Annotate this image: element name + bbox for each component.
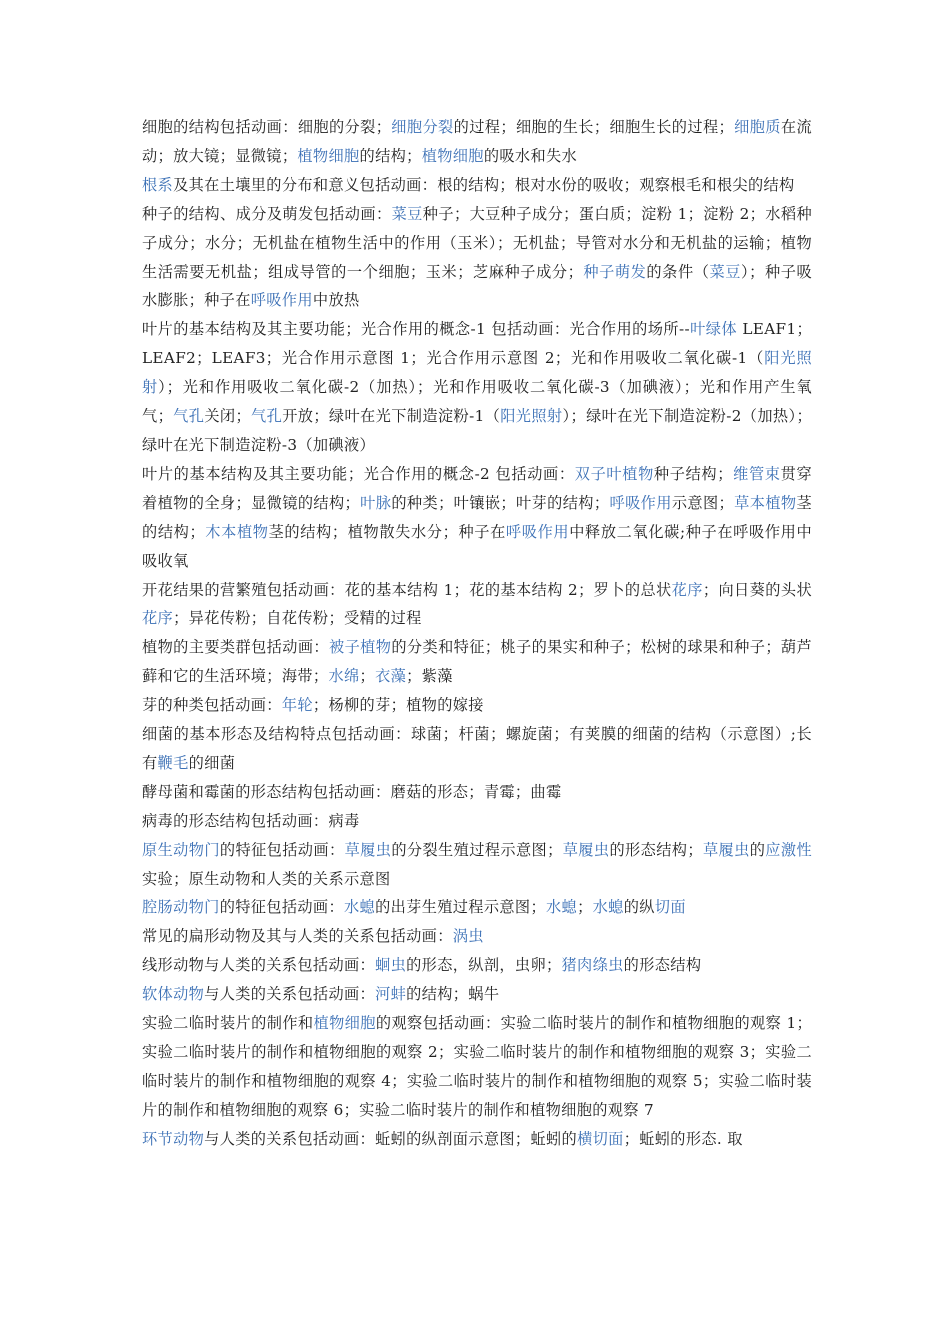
paragraph-text: 常见的扁形动物及其与人类的关系包括动画： [142,927,453,946]
paragraph-text: 及其在土壤里的分布和意义包括动画：根的结构；根对水份的吸收；观察根毛和根尖的结构 [173,175,795,194]
keyword-link[interactable]: 呼吸作用 [505,522,570,541]
paragraph-text: 的特征包括动画： [219,840,345,859]
keyword-link[interactable]: 应激性 [765,840,812,859]
paragraph-text: ）；光和作用吸收二氧化碳-2（加热）；光和作用吸收二氧化碳-3（加碘液）；光和作用产生氧气； [142,378,812,426]
paragraph-text: 的结构； [359,146,422,165]
paragraph-text: 的纵 [623,898,655,917]
paragraph [142,951,812,980]
paragraph-text: 开放；绿叶在光下制造淀粉-1（ [282,407,501,426]
paragraph [142,691,812,720]
paragraph [142,1125,812,1154]
keyword-link[interactable]: 横切面 [577,1129,624,1148]
keyword-link[interactable]: 水螅 [592,898,624,917]
keyword-link[interactable]: 菜豆 [391,204,423,223]
paragraph [142,836,812,894]
keyword-link[interactable]: 花序 [142,609,174,628]
paragraph [142,980,812,1009]
paragraph [142,113,812,171]
paragraph-text: 的分裂生殖过程示意图； [391,840,563,859]
keyword-link[interactable]: 根系 [142,175,174,194]
keyword-link[interactable]: 植物细胞 [297,146,360,165]
keyword-link[interactable]: 草履虫 [344,840,392,859]
keyword-link[interactable]: 猪肉绦虫 [561,956,624,975]
paragraph-text: 的吸水和失水 [483,146,578,165]
paragraph-text: ；向日葵的头状 [702,580,812,599]
paragraph-text: 叶片的基本结构及其主要功能；光合作用的概念-2 包括动画： [142,464,575,483]
keyword-link[interactable]: 草履虫 [702,840,750,859]
paragraph-text: ；异花传粉；自花传粉；受精的过程 [173,609,422,628]
paragraph-text: 酵母菌和霉菌的形态结构包括动画：磨菇的形态；青霉；曲霉 [142,782,562,801]
paragraph-text: ；紫藻 [406,667,453,686]
paragraph-text: ； [577,898,593,917]
paragraph-text: 的特征包括动画： [219,898,344,917]
paragraph [142,1009,812,1125]
keyword-link[interactable]: 植物细胞 [421,146,484,165]
keyword-link[interactable]: 木本植物 [205,522,269,541]
paragraph-text: 线形动物与人类的关系包括动画： [142,956,376,975]
paragraph-text: 的条件（ [646,262,710,281]
keyword-link[interactable]: 叶绿体 [690,320,738,339]
paragraph [142,633,812,691]
keyword-link[interactable]: 细胞质 [734,118,781,136]
paragraph-text: 示意图； [671,493,735,512]
paragraph-text: 的形态结构 [623,956,702,975]
keyword-link[interactable]: 阳光照射 [142,349,812,397]
keyword-link[interactable]: 水螅 [344,898,376,917]
paragraph-text: 的过程；细胞的生长；细胞生长的过程； [453,118,735,136]
keyword-link[interactable]: 种子萌发 [583,262,647,281]
keyword-link[interactable]: 年轮 [281,696,313,715]
paragraph [142,778,812,807]
keyword-link[interactable]: 腔肠动物门 [142,898,220,917]
keyword-link[interactable]: 菜豆 [709,262,742,281]
paragraph [142,171,812,200]
document-body [142,113,812,1154]
paragraph-text: 病毒的形态结构包括动画：病毒 [142,811,360,830]
paragraph [142,893,812,922]
paragraph-text: 开花结果的营繁殖包括动画：花的基本结构 1；花的基本结构 2；罗卜的总状 [142,580,672,599]
paragraph-text: 茎的结构； [142,493,813,541]
paragraph-text: 中放热 [312,291,360,310]
keyword-link[interactable]: 环节动物 [142,1129,205,1148]
keyword-link[interactable]: 植物细胞 [313,1014,376,1033]
keyword-link[interactable]: 鞭毛 [157,753,189,772]
keyword-link[interactable]: 阳光照射 [500,407,563,426]
paragraph-text: 实验；原生动物和人类的关系示意图 [142,869,391,888]
paragraph-text: 细菌的基本形态及结构特点包括动画：球菌；杆菌；螺旋菌；有荚膜的细菌的结构（示意图）;长有 [142,725,812,772]
keyword-link[interactable]: 草履虫 [562,840,610,859]
paragraph-text: LEAF1；LEAF2；LEAF3；光合作用示意图 1；光合作用示意图 2；光和作用吸收二氧化碳-1（ [142,320,812,368]
paragraph-text: 细胞的结构包括动画：细胞的分裂； [142,118,392,136]
paragraph-text: 芽的种类包括动画： [142,696,282,715]
paragraph [142,720,812,778]
paragraph-text: 与人类的关系包括动画： [204,985,376,1004]
keyword-link[interactable]: 蛔虫 [375,956,407,975]
keyword-link[interactable]: 被子植物 [329,638,392,657]
paragraph-text: 的形态结构； [609,840,703,859]
paragraph-text: ；蚯蚓的形态. 取 [623,1129,743,1148]
paragraph [142,460,812,576]
paragraph-text: 的形态，纵剖，虫卵； [406,956,562,975]
keyword-link[interactable]: 花序 [671,580,703,599]
paragraph-text: 种子的结构、成分及萌发包括动画： [142,204,392,223]
paragraph-text: 的细菌 [188,753,236,772]
paragraph [142,200,812,316]
paragraph-text: 关闭； [204,407,251,426]
paragraph-text: ）；种子吸水膨胀；种子在 [142,262,813,310]
paragraph-text: 在流动；放大镜；显微镜； [142,118,812,165]
keyword-link[interactable]: 气孔 [251,407,283,426]
keyword-link[interactable]: 衣藻 [375,667,407,686]
keyword-link[interactable]: 叶脉 [360,493,392,512]
paragraph-text: 的观察包括动画：实验二临时装片的制作和植物细胞的观察 1；实验二临时装片的制作和植物细胞的观察 2；实验二临时装片的制作和植物细胞的观察 3；实验二临时装片的制作和植物细胞的观察 4；实验二临时装片的制作和植物细胞的观察 5；实验二临时装片的制作和植物细胞的观察 6；实验二临时装片的制作和植物细胞的观察 7 [142,1014,813,1119]
keyword-link[interactable]: 维管束 [732,464,781,483]
keyword-link[interactable]: 双子叶植物 [574,464,654,483]
keyword-link[interactable]: 呼吸作用 [609,493,672,512]
keyword-link[interactable]: 涡虫 [452,927,484,946]
keyword-link[interactable]: 水螅 [546,898,578,917]
paragraph [142,807,812,836]
paragraph-text: 的分类和特征；桃子的果实和种子；松树的球果和种子；葫芦藓和它的生活环境；海带； [142,638,813,686]
paragraph-text: 的出芽生殖过程示意图； [375,898,546,917]
keyword-link[interactable]: 河蚌 [375,985,407,1004]
paragraph [142,315,812,460]
keyword-link[interactable]: 呼吸作用 [250,291,313,310]
paragraph [142,576,812,634]
keyword-link[interactable]: 气孔 [173,407,205,426]
keyword-link[interactable]: 原生动物门 [142,840,220,859]
paragraph-text: 茎的结构；植物散失水分；种子在 [268,522,506,541]
paragraph-text: 中释放二氧化碳;种子在呼吸作用中吸收氧 [142,522,813,570]
paragraph-text: 的结构；蜗牛 [406,985,500,1004]
paragraph-text: 的 [749,840,766,859]
keyword-link[interactable]: 细胞分裂 [391,118,454,136]
paragraph-text: ）；绿叶在光下制造淀粉-2（加热）；绿叶在光下制造淀粉-3（加碘液） [142,407,813,454]
keyword-link[interactable]: 切面 [654,898,686,917]
paragraph-text: 种子；大豆种子成分；蛋白质；淀粉 1；淀粉 2；水稻种子成分；水分；无机盐在植物生活中的作用（玉米）；无机盐；导管对水分和无机盐的运输；植物生活需要无机盐；组成导管的一个细胞；玉米；芝麻种子成分； [142,204,812,281]
paragraph-text: ； [359,667,376,686]
keyword-link[interactable]: 软体动物 [142,985,205,1004]
keyword-link[interactable]: 水绵 [328,667,360,686]
paragraph-text: 与人类的关系包括动画：蚯蚓的纵剖面示意图；蚯蚓的 [204,1129,578,1148]
paragraph [142,922,812,951]
paragraph-text: 种子结构； [653,464,733,483]
paragraph-text: 植物的主要类群包括动画： [142,638,329,657]
paragraph-text: 的种类；叶镶嵌；叶芽的结构； [391,493,610,512]
paragraph-text: ；杨柳的芽；植物的嫁接 [312,696,484,715]
paragraph-text: 实验二临时装片的制作和 [142,1014,314,1033]
paragraph-text: 贯穿着植物的全身；显微镜的结构； [142,464,812,512]
paragraph-list [142,113,812,1154]
paragraph-text: 叶片的基本结构及其主要功能；光合作用的概念-1 包括动画：光合作用的场所-- [142,320,691,339]
keyword-link[interactable]: 草本植物 [734,493,797,512]
